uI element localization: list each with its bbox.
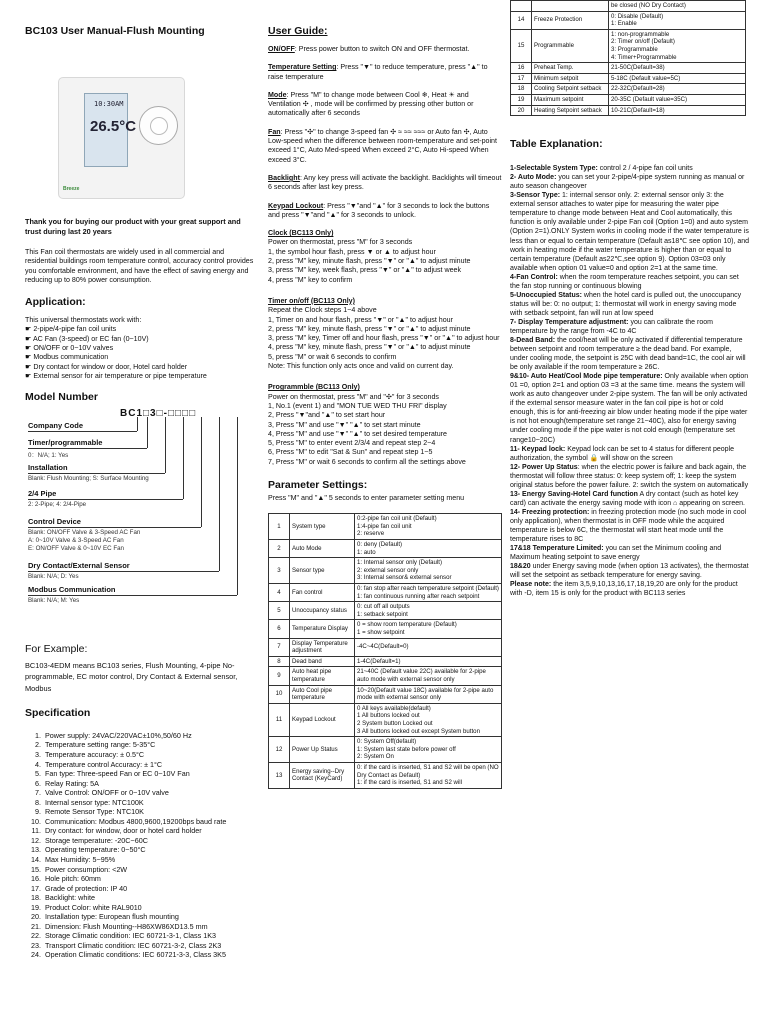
model-field-option: A: 0~10V Valve & 3-Speed AC Fan [28,537,124,545]
param-description: 0: deny (Default) 1: auto [355,540,502,558]
application-item: ☛ Dry contact for window or door, Hotel card holder [25,362,188,371]
explanation-text: you can set the Minimum cooling and Maximum heating setpoint to save energy [510,545,722,562]
explanation-term: 11- Keypad lock: [510,445,566,453]
guide-line: 1, the symbol hour flash, press ▼ or ▲ to adjust hour [268,247,436,256]
param-name: Fan control [290,584,355,602]
connector-line [28,499,183,500]
param-number: 6 [269,620,290,638]
spec-item: 6. Relay Rating: 5A [43,779,257,789]
param-description: 0:2-pipe fan coil unit (Default) 1:4-pipe fan coil unit 2: reserve [355,514,502,540]
explanation-item [510,463,750,490]
guide-line: 1, No.1 (event 1) and "MON TUE WED THU FRI" display [268,401,447,410]
left-column [25,0,257,960]
explanation-item [510,291,750,318]
param-name: Temperature Display [290,620,355,638]
connector-line [28,595,237,596]
explanation-term: 14- Freezing protection: [510,508,590,516]
guide-line: 2, press "M" key, minute flash, press "▼" or "▲" to adjust minute [268,257,471,266]
param-number: 9 [269,667,290,685]
explanation-text: when the room temperature reaches setpoint, you can set the fan stop running or continuous blowing [510,273,739,290]
param-number: 13 [269,762,290,788]
explanation-term: 7- Display Temperature adjustment: [510,318,629,326]
connector-line [165,417,166,473]
model-field-option: Blank: ON/OFF Valve & 3-Speed AC Fan [28,529,141,537]
param-name: System type [290,514,355,540]
guide-section [268,174,502,193]
connector-line [219,417,220,571]
param-description: -4C~4C(Default=0) [355,638,502,656]
guide-section [268,63,502,82]
guide-term: Mode [268,90,287,99]
guide-line: 4, press "M" key to confirm [268,275,353,284]
explanation-item [510,273,750,291]
guide-text: : Press "✣" to change 3-speed fan ✣ ≈ ≈≈ ≈≈≈ or Auto fan ✣, Auto Low-speed when the difference between room-temperature and set-point exceed 1°C, Auto Med-speed When exceed 2°C, Auto Hi-speed When exceed 3°C. [268,127,497,164]
user-guide-heading: User Guide: [268,25,328,37]
power-knob [139,106,178,145]
guide-line: 7, Press "M" or wait 6 seconds to confirm all the settings above [268,457,466,466]
spec-item: 18. Backlight: white [43,893,257,903]
right-column [510,0,750,598]
table-row [269,737,502,763]
explanation-term: 9&10- Auto Heat/Cool Mode pipe temperature: [510,373,663,381]
param-name: Minimum setpoit [532,73,609,84]
param-number: 19 [511,94,532,105]
table-row [511,105,746,116]
table-row [511,63,746,74]
param-number: 16 [511,63,532,74]
param-number: 15 [511,29,532,62]
param-name: Cooling Setpoint setback [532,84,609,95]
spec-item: 17. Grade of protection: IP 40 [43,884,257,894]
param-number: 3 [269,558,290,584]
explanation-text: the cool/heat will be only activated if differential temperature between setpoint and room temperature ≥ the dead band. For example, under cooling mode, the setpoint is 25C with dead band=1C, the cool air will be only available if the room temperature ≥ 26C. [510,337,746,372]
model-field-option: 0：N/A; 1: Yes [28,452,69,460]
guide-line: Note: This function only acts once and valid on current day. [268,362,454,371]
connector-line [28,448,147,449]
param-description: 10-21C(Default=18) [609,105,746,116]
spec-item: 19. Product Color: white RAL9010 [43,903,257,913]
param-name: Auto heat pipe temperature [290,667,355,685]
connector-line [28,473,165,474]
guide-line: 5, press "M" or wait 6 seconds to confirm [268,352,397,361]
middle-column [268,0,502,789]
application-item: ☛ ON/OFF or 0~10V valves [25,344,114,353]
table-row [269,514,502,540]
param-name: Freeze Protection [532,11,609,29]
spec-item: 21. Dimension: Flush Mounting--H86XW86XD13.5 mm [43,922,257,932]
guide-text: : Any key press will activate the backlight. Backlights will timeout 6 seconds after last key press. [268,173,502,192]
parameter-heading: Parameter Settings: [268,478,368,491]
guide-term: ON/OFF [268,45,295,53]
spec-item: 1. Power supply: 24VAC/220VAC±10%,50/60 Hz [43,731,257,741]
lcd-temp: 26.5°C [90,118,137,135]
application-item: ☛ Modbus communication [25,353,109,362]
spec-item: 4. Temperature control Accuracy: ± 1°C [43,760,257,770]
parameter-table [268,513,502,788]
model-field-label: Modbus Communication [28,585,116,595]
param-description: 22-32C(Default=28) [609,84,746,95]
intro-text: This Fan coil thermostats are widely used in all commercial and residential buildings room temperature control, accuracy control provides you comfortable environment, and have the effect of saving energy and reducing up to 80% power consumption. [25,248,254,284]
explanation-text: under Energy saving mode (when option 13 activates), the thermostat will set the setpoint as setback temperature for energy saving. [510,563,749,580]
explanation-text: A dry contact (such as hotel key card) can activate the energy saving mode with icon ⌂ appearing on screen. [510,490,745,507]
explanation-term: 8-Dead Band: [510,337,556,345]
param-description: 0: System Off(default) 1: System last state before power off 2: System On [355,737,502,763]
explanation-text: : when the electric power is failure and back again, the thermostat will follow three status: 0: keep system off; 1: keep the system original status before the power failure. 2: switch the system on automatically [510,463,749,489]
explanation-text: 1: internal sensor only. 2: external sensor only 3: the external sensor attaches to water pipe for measuring the water pipe temperature to change mode between Heat and Cool automatically, this function is only available under 2-pipe Fan coil (Option 1=0) and auto system (Option 2=1).ONLY System works in cooling mode if the water temperature is less than or equal to certain temperature (Default as18℃ see option 10), and work in heating mode if the water temperature is higher than or equal to certain temperature (Default as22℃,see option 9). Option 03=03 only available when option 01 value=0 and option 2=1 at the same time. [510,192,750,272]
table-row [269,638,502,656]
guide-line: 3, press "M" key, week flash, press "▼" or "▲" to adjust week [268,266,462,275]
param-number [511,1,532,12]
param-name [532,1,609,12]
timer-heading: Timer on/off (BC113 Only) [268,296,355,305]
guide-section [268,45,502,54]
explanation-item [510,336,750,372]
guide-line: Power on thermostat, press "M" for 3 seconds [268,238,413,247]
application-item: ☛ External sensor for air temperature or pipe temperature [25,371,207,380]
spec-item: 8. Internal sensor type: NTC100K [43,798,257,808]
param-name: Power Up Status [290,737,355,763]
guide-term: Temperature Setting [268,63,337,72]
table-row [511,73,746,84]
connector-line [28,431,137,432]
explanation-text: when the hotel card is pulled out, the unoccupancy status will be: 0: no output; 1: thermostat will work in energy saving mode with setback setpoint, fan will run at low speed [510,291,742,317]
spec-item: 22. Storage Climatic condition: IEC 60721-3-1, Class 1K3 [43,931,257,941]
param-description: 21~40C (Default value 22C) available for 2-pipe auto mode with external sensor only [355,667,502,685]
explanation-text: Keypad lock can be set to 4 status for different people authorization, the symbol 🔒 will show on the screen [510,445,735,462]
param-number: 20 [511,105,532,116]
application-list [25,325,257,381]
explanation-term: 4-Fan Control: [510,273,558,281]
table-row [511,94,746,105]
table-row [269,703,502,736]
brand-logo: Breeze [63,186,80,192]
lcd-time: 10:30AM [94,100,124,108]
guide-line: 4, press "M" key, minute flash, press "▼" or "▲" to adjust minute [268,343,471,352]
explanation-term: 2- Auto Mode: [510,174,557,182]
guide-text: : Press "▼" to reduce temperature, press "▲" to raise temperature [268,63,488,81]
guide-term: Backlight [268,173,300,182]
guide-line: Power on thermostat, press "M" and "✣" for 3 seconds [268,392,439,401]
spec-item: 11. Dry contact: for window, door or hotel card holder [43,826,257,836]
explanation-term: 13- Energy Saving-Hotel Card function [510,490,638,498]
table-explanation-heading: Table Explanation: [510,138,603,151]
table-row [269,584,502,602]
explanation-text: the item 3,5,9,10,13,16,17,18,19,20 are only for the product with -D, item 15 is only for the product with BC113 series [510,581,738,598]
param-name: Unoccupancy status [290,602,355,620]
spec-item: 12. Storage temperature: -20C~60C [43,836,257,846]
guide-line: 4, Press "M" and use "▼" "▲" to set desired temperature [268,429,447,438]
explanation-item [510,490,750,508]
param-number: 2 [269,540,290,558]
param-number: 11 [269,703,290,736]
guide-line: 3, press "M" key, Timer off and hour flash, press "▼" or "▲" to adjust hour [268,334,500,343]
param-number: 8 [269,656,290,667]
table-row [269,620,502,638]
connector-line [28,527,201,528]
param-description: 0: cut off all outputs 1: setback setpoint [355,602,502,620]
model-field-option: 2: 2-Pipe; 4: 2/4-Pipe [28,501,87,509]
param-number: 10 [269,685,290,703]
spec-item: 14. Max Humidity: 5~95% [43,855,257,865]
spec-item: 24. Operation Climatic conditions: IEC 60721-3-3, Class 3K5 [43,950,257,960]
guide-line: 6, Press "M" to edit "Sat & Sun" and repeat step 1~5 [268,448,433,457]
connector-line [137,417,138,431]
param-name: Energy saving--Dry Contact (KeyCard) [290,762,355,788]
param-description: 20-35C (Default value=35C) [609,94,746,105]
spec-item: 15. Power consumption: <2W [43,865,257,875]
param-description: 21-50C(Default=38) [609,63,746,74]
param-number: 18 [511,84,532,95]
thanks-text: Thank you for buying our product with your great support and trust during last 20 years [25,217,241,236]
example-text: BC103-4EDM means BC103 series, Flush Mounting, 4-pipe No-programmable, EC motor control, Dry Contact & External sensor, Modbus [25,661,238,693]
spec-item: 20. Installation type: European flush mounting [43,912,257,922]
table-row [511,1,746,12]
model-field-option: Blank: N/A; M: Yes [28,597,80,605]
model-number-heading: Model Number [25,391,98,404]
explanation-term: 1-Selectable System Type: [510,165,598,173]
guide-section [268,91,502,119]
guide-text: : Press "▼"and "▲" for 3 seconds to lock the buttons and press "▼"and "▲" for 3 seconds to unlock. [268,201,490,219]
table-row [511,11,746,29]
explanation-item [510,562,750,580]
param-number: 7 [269,638,290,656]
guide-line: Repeat the Clock steps 1~4 above [268,306,377,315]
model-diagram [25,421,257,631]
table-row [269,667,502,685]
explanation-text: in freezing protection mode (no such mode in cool only application), when thermostat is in OFF mode while the acquired temperature is below 6C, the thermostat will start heat mode until the temperature rises to 8C [510,508,747,544]
example-heading: For Example: [25,643,88,656]
param-name: Dead band [290,656,355,667]
table-row [269,762,502,788]
spec-item: 3. Temperature accuracy: ± 0.5°C [43,750,257,760]
explanation-item [510,544,750,562]
thermostat-image [58,77,185,199]
spec-item: 10. Communication: Modbus 4800,9600,19200bps baud rate [43,817,257,827]
guide-section [268,128,502,165]
model-code: BC1□3□-□□□□ [120,408,197,420]
clock-heading: Clock (BC113 Only) [268,229,334,238]
application-heading: Application: [25,296,86,309]
guide-term: Fan [268,127,281,136]
guide-line: 1, Timer on and hour flash, press "▼" or "▲" to adjust hour [268,315,453,324]
table-row [269,558,502,584]
param-name: Auto Cool pipe temperature [290,685,355,703]
model-field-label: Installation [28,463,68,473]
param-description: be closed (NO Dry Contact) [609,1,746,12]
model-field-option: E: ON/OFF Valve & 0~10V EC Fan [28,545,124,553]
guide-line: 5, Press "M" to enter event 2/3/4 and repeat step 2~4 [268,439,436,448]
model-field-label: Dry Contact/External Sensor [28,561,130,571]
manual-title: BC103 User Manual-Flush Mounting [25,25,205,37]
param-name: Sensor type [290,558,355,584]
param-description: 1: Internal sensor only (Default) 2: external sensor only 3: Internal sensor& external sensor [355,558,502,584]
explanation-item [510,580,750,598]
model-field-label: 2/4 Pipe [28,489,57,499]
param-number: 4 [269,584,290,602]
explanation-text: you can set your 2-pipe/4-pipe system running as manual or auto season changeover [510,174,745,191]
table-row [269,602,502,620]
explanation-term: 3-Sensor Type: [510,192,561,200]
spec-item: 13. Operating temperature: 0~50°C [43,845,257,855]
guide-text: : Press "M" to change mode between Cool ❄, Heat ☀ and Ventilation ✣ , mode will be confirmed by pressing other button or automatically after 6 seconds [268,90,474,118]
explanation-term: 12- Power Up Status [510,463,578,471]
param-name: Heating Setpoint setback [532,105,609,116]
param-number: 14 [511,11,532,29]
explanation-term: 5-Unoccupied Status: [510,291,582,299]
explanation-item [510,372,750,444]
guide-line: 2, Press "▼"and "▲" to set start hour [268,411,386,420]
param-description: 5-18C (Default value=5C) [609,73,746,84]
explanation-item [510,445,750,463]
param-name: Auto Mode [290,540,355,558]
application-item: ☛ 2-pipe/4-pipe fan coil units [25,325,117,334]
model-field-option: Blank: Flush Mounting; S: Surface Mounting [28,475,149,483]
prog-heading: Programmble (BC113 Only) [268,383,360,392]
param-description: 1-4C(Default=1) [355,656,502,667]
connector-line [201,417,202,527]
param-number: 17 [511,73,532,84]
model-field-label: Timer/programmable [28,438,103,448]
model-field-label: Control Device [28,517,81,527]
explanation-item [510,318,750,336]
param-number: 12 [269,737,290,763]
param-name: Preheat Temp. [532,63,609,74]
parameter-table-continued [510,0,746,116]
table-row [269,540,502,558]
param-name: Display Temperature adjustment [290,638,355,656]
param-description: 10~20(Default value 18C) available for 2-pipe auto mode with external sensor only [355,685,502,703]
spec-item: 2. Temperature setting range: 5-35°C [43,740,257,750]
param-description: 0: fan stop after reach temperature setpoint (Default) 1: fan continuous running after reach setpoint [355,584,502,602]
connector-line [237,417,238,595]
param-number: 1 [269,514,290,540]
param-description: 0: Disable (Default) 1: Enable [609,11,746,29]
spec-item: 7. Valve Control: ON/OFF or 0~10V valve [43,788,257,798]
connector-line [147,417,148,448]
explanation-term: 17&18 Temperature Limited: [510,545,604,553]
guide-text: : Press power button to switch ON and OFF thermostat. [294,45,470,53]
table-row [269,656,502,667]
connector-line [28,571,219,572]
spec-item: 5. Fan type: Three-speed Fan or EC 0~10V Fan [43,769,257,779]
explanation-text: control 2 / 4-pipe fan coil units [597,165,693,173]
lcd-screen [84,93,137,167]
application-item: ☛ AC Fan (3-speed) or EC fan (0~10V) [25,334,149,343]
explanation-term: Please note: [510,581,552,589]
param-name: Programmable [532,29,609,62]
application-lead: This universal thermostats work with: [25,316,142,325]
connector-line [183,417,184,499]
spec-item: 9. Remote Sensor Type: NTC10K [43,807,257,817]
guide-line: 3, Press "M" and use "▼" "▲" to set start minute [268,420,421,429]
param-description: 0 All keys available(default) 1 All buttons locked out 2 System button Locked out 3 All buttons locked out except System button [355,703,502,736]
spec-list [25,731,257,960]
spec-item: 16. Hole pitch: 60mm [43,874,257,884]
parameter-lead: Press "M" and "▲" 5 seconds to enter parameter setting menu [268,493,465,502]
param-number: 5 [269,602,290,620]
param-description: 1: non-programmable 2: Timer on/off (Default) 3: Programmable 4: Timer+Programmable [609,29,746,62]
param-description: 0 = show room temperature (Default) 1 = show setpoint [355,620,502,638]
specification-heading: Specification [25,706,91,719]
explanation-item [510,164,750,173]
param-name: Maximum setpoint [532,94,609,105]
explanation-text: you can calibrate the room temperature by the range from -4C to 4C [510,318,713,335]
explanation-term: 18&20 [510,563,531,571]
param-name: Keypad Lockout [290,703,355,736]
table-row [511,29,746,62]
explanation-item [510,173,750,191]
guide-term: Keypad Lockout [268,201,324,210]
table-row [269,685,502,703]
param-description: 0: if the card is inserted, S1 and S2 will be open (NO Dry Contact as Default) 1: if the card is inserted, S1 and S2 will [355,762,502,788]
model-field-label: Company Code [28,421,84,431]
guide-section [268,202,502,221]
model-field-option: Blank: N/A; D: Yes [28,573,79,581]
explanation-item [510,508,750,544]
table-row [511,84,746,95]
explanation-item [510,191,750,272]
explanation-text: Only available when option 01 =0, option 2=1 and option 03 =3 at the same time. means the system will work as auto changeover under 2-pipe system. The fan will be only activated if the external sensor measure water in the fan coil pipe is hot or cold enough, this is for anti-freezing air blow under heating mode if the pipe water is not hot enough(temperature set range 21~40C), also for energy saving under cooling mode if the pipe water is not cold enough (temperature set range10~20C) [510,373,749,444]
guide-line: 2, press "M" key, minute flash, press "▼" or "▲" to adjust minute [268,324,471,333]
spec-item: 23. Transport Climatic condition: IEC 60721-3-2, Class 2K3 [43,941,257,951]
